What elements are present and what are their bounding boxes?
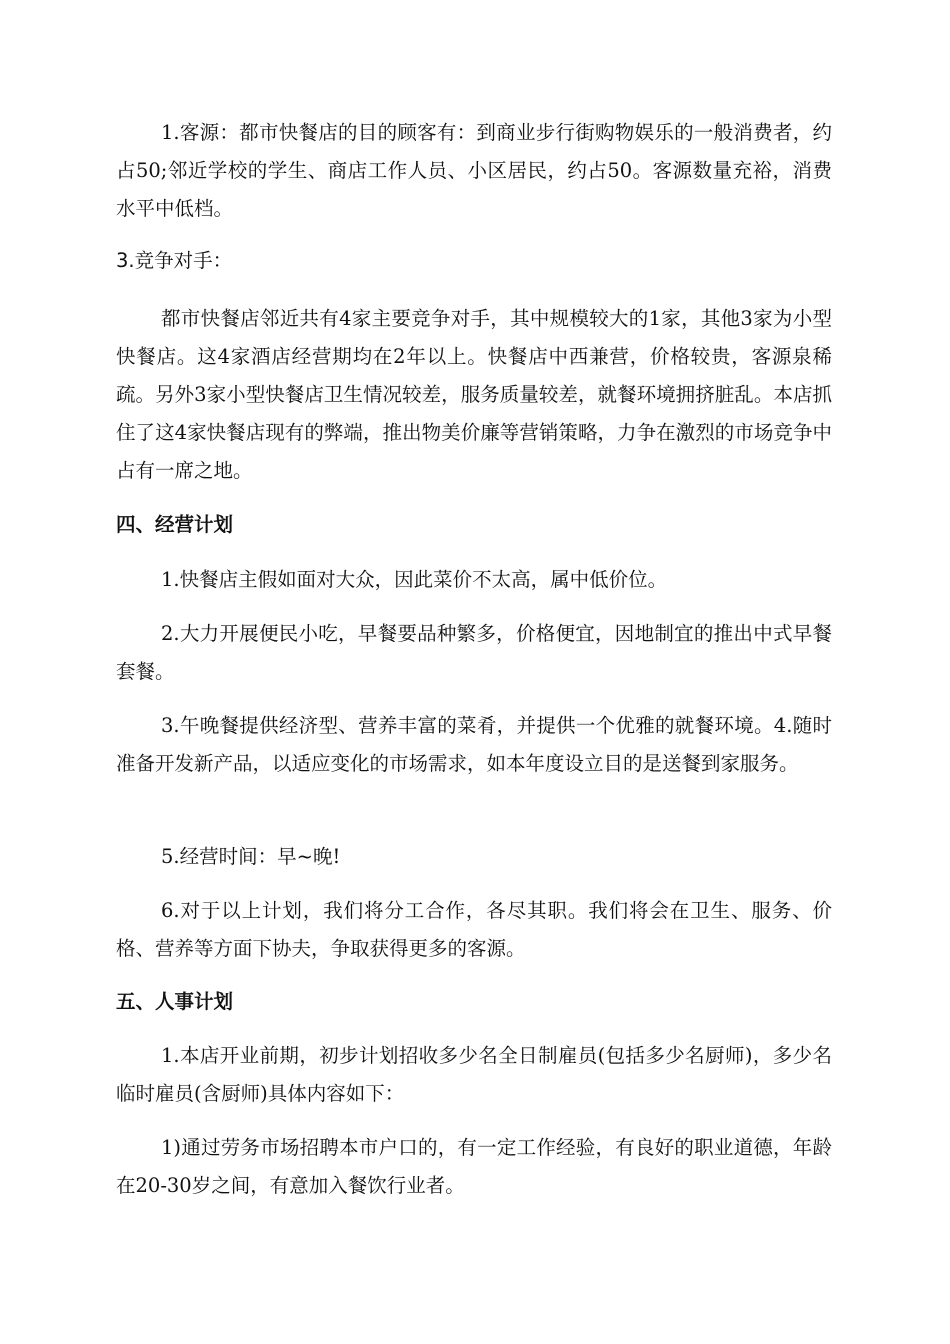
heading-personnel-plan: 五、人事计划 [116,990,234,1013]
paragraph-personnel-subitem-1: 1)通过劳务市场招聘本市户口的，有一定工作经验，有良好的职业道德，年龄在20-30岁之间，有意加入餐饮行业者。 [116,1136,832,1197]
heading-operation-plan: 四、经营计划 [116,513,234,536]
paragraph-customer-source: 1.客源：都市快餐店的目的顾客有：到商业步行街购物娱乐的一般消费者，约占50;邻近学校的学生、商店工作人员、小区居民，约占50。客源数量充裕，消费水平中低档。 [116,121,832,220]
paragraph-plan-item-6: 6.对于以上计划，我们将分工合作，各尽其职。我们将会在卫生、服务、价格、营养等方面下协夫，争取获得更多的客源。 [116,899,832,960]
paragraph-personnel-item-1: 1.本店开业前期，初步计划招收多少名全日制雇员(包括多少名厨师)，多少名临时雇员(含厨师)具体内容如下： [116,1044,832,1105]
paragraph-plan-item-2: 2.大力开展便民小吃，早餐要品种繁多，价格便宜，因地制宜的推出中式早餐套餐。 [116,622,832,683]
paragraph-plan-item-3-4: 3.午晚餐提供经济型、营养丰富的菜肴，并提供一个优雅的就餐环境。4.随时准备开发新产品，以适应变化的市场需求，如本年度设立目的是送餐到家服务。 [116,714,832,775]
paragraph-plan-item-1: 1.快餐店主假如面对大众，因此菜价不太高，属中低价位。 [161,568,668,591]
paragraph-plan-item-5: 5.经营时间：早~晚! [161,845,341,868]
paragraph-competitors: 都市快餐店邻近共有4家主要竞争对手，其中规模较大的1家，其他3家为小型快餐店。这4家酒店经营期均在2年以上。快餐店中西兼营，价格较贵，客源泉稀疏。另外3家小型快餐店卫生情况较差，服务质量较差，就餐环境拥挤脏乱。本店抓住了这4家快餐店现有的弊端，推出物美价廉等营销策略，力争在激烈的市场竞争中占有一席之地。 [116,307,832,482]
heading-competitors: 3.竞争对手： [116,249,233,272]
